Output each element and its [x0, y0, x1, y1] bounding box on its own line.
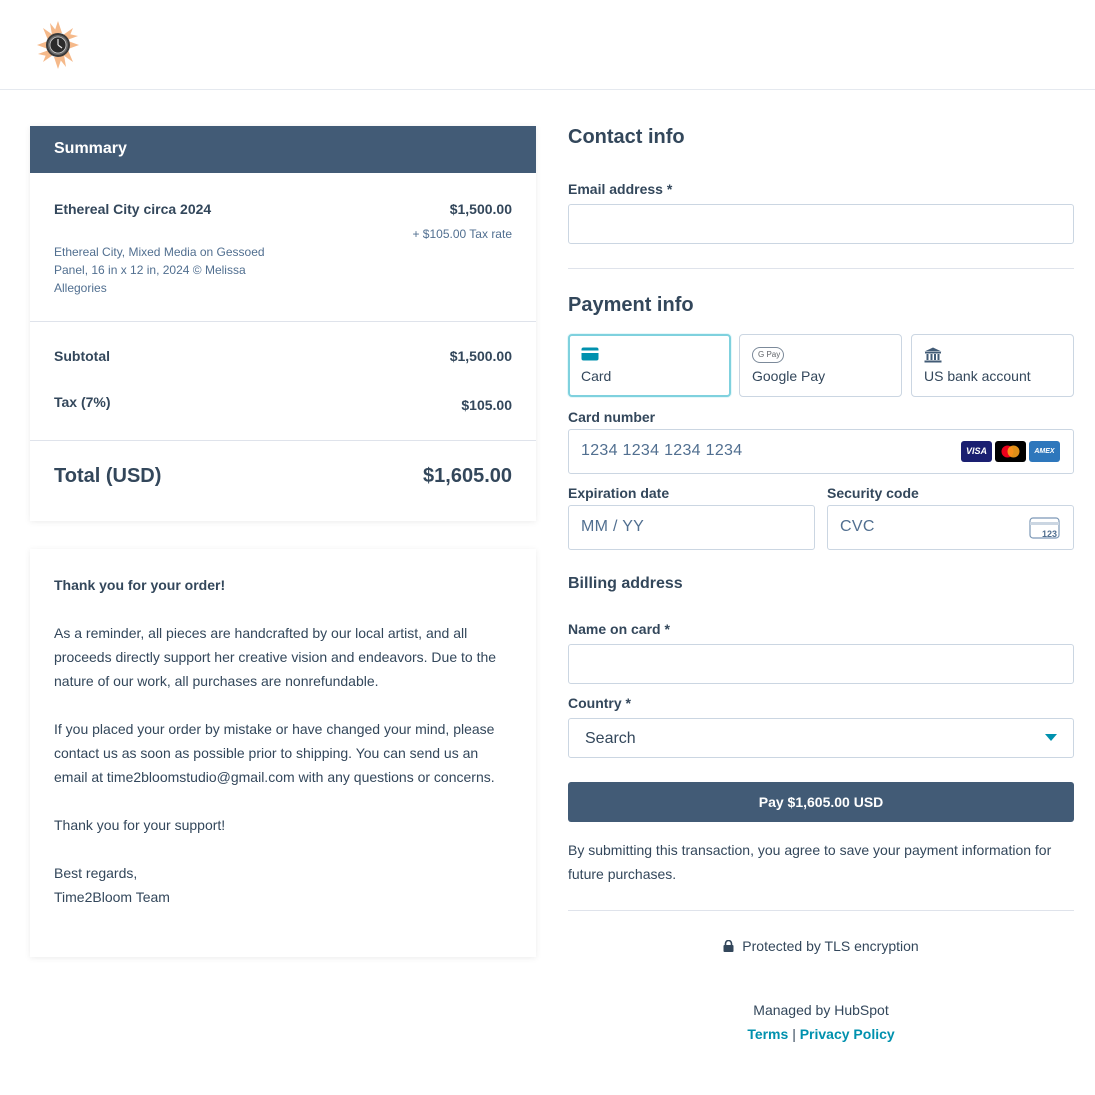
pay-button[interactable]: Pay $1,605.00 USD — [568, 782, 1074, 822]
visa-text: VISA — [965, 446, 987, 456]
message-paragraph: If you placed your order by mistake or have changed your mind, please contact us as soon as possible prior to shipping. You can send us an email at time2bloomstudio@gmail.com with any questions or concerns. — [54, 721, 495, 785]
payment-info-title: Payment info — [568, 294, 694, 316]
expiration-date-label: Expiration date — [568, 485, 670, 501]
country-label: Country * — [568, 695, 631, 711]
tab-us-bank-account[interactable] — [911, 334, 1074, 397]
grand-total — [30, 441, 536, 521]
contact-info-title: Contact info — [568, 126, 685, 148]
footer-links — [568, 1026, 1074, 1042]
card-number-field[interactable] — [568, 429, 1074, 474]
tab-card[interactable] — [568, 334, 731, 397]
expiration-date-placeholder: MM / YY — [581, 518, 645, 535]
security-code-placeholder: CVC — [840, 518, 875, 535]
total-label: Total (USD) — [54, 465, 162, 487]
amex-text: AMEX — [1034, 448, 1055, 455]
item-description: Ethereal City, Mixed Media on Gessoed Panel, 16 in x 12 in, 2024 © Melissa Allegories — [54, 245, 265, 295]
summary-header: Summary — [30, 126, 536, 173]
message-signoff — [54, 861, 512, 909]
tab-us-bank-account-label: US bank account — [924, 368, 1031, 384]
card-number-label: Card number — [568, 409, 656, 425]
order-summary-card — [30, 126, 536, 521]
mastercard-icon — [995, 441, 1026, 462]
tab-google-pay-label: Google Pay — [752, 368, 826, 384]
managed-by-text: Managed by HubSpot — [753, 1002, 889, 1018]
signoff-text: Best regards, — [54, 865, 138, 881]
subtotal-value: $1,500.00 — [449, 348, 512, 364]
cvc-icon-text: 123 — [1042, 529, 1058, 539]
tab-card-label: Card — [581, 368, 612, 384]
visa-icon — [961, 441, 992, 462]
name-on-card-label: Name on card * — [568, 621, 670, 637]
google-pay-badge-text: G Pay — [758, 350, 781, 359]
country-select[interactable] — [568, 718, 1074, 758]
section-divider — [568, 268, 1074, 269]
email-field[interactable] — [568, 204, 1074, 244]
message-paragraph: Thank you for your support! — [54, 817, 226, 833]
team-name: Time2Bloom Team — [54, 889, 170, 905]
expiration-date-field[interactable] — [568, 505, 815, 550]
security-code-field[interactable] — [827, 505, 1074, 550]
message-heading: Thank you for your order! — [54, 577, 226, 593]
credit-card-icon — [581, 347, 599, 361]
tls-notice — [568, 938, 1074, 954]
tax-value: $105.00 — [461, 397, 512, 413]
section-divider — [568, 910, 1074, 911]
total-value: $1,605.00 — [423, 465, 512, 487]
privacy-policy-link[interactable]: Privacy Policy — [799, 1026, 895, 1042]
tab-google-pay[interactable] — [739, 334, 902, 397]
security-code-label: Security code — [827, 485, 919, 501]
item-name: Ethereal City circa 2024 — [54, 201, 212, 217]
card-number-placeholder: 1234 1234 1234 1234 — [581, 442, 743, 459]
totals-section — [30, 322, 536, 441]
email-label: Email address * — [568, 181, 673, 197]
caret-down-icon — [1045, 734, 1057, 742]
line-item — [30, 173, 536, 322]
consent-text: By submitting this transaction, you agree to save your payment information for future purchases. — [568, 842, 1052, 882]
amex-icon — [1029, 441, 1060, 462]
message-paragraph: As a reminder, all pieces are handcrafted by our local artist, and all proceeds directly support her creative vision and endeavors. Due to the nature of our work, all purchases are nonrefundable. — [54, 625, 497, 689]
item-price: $1,500.00 — [449, 201, 512, 217]
sunflower-clock-logo[interactable] — [36, 20, 80, 70]
top-bar — [0, 0, 1095, 90]
lock-icon — [723, 940, 734, 952]
terms-link[interactable]: Terms — [747, 1026, 789, 1042]
link-separator: | — [792, 1026, 796, 1042]
tax-label: Tax (7%) — [54, 394, 111, 410]
name-on-card-field[interactable] — [568, 644, 1074, 684]
billing-address-title: Billing address — [568, 575, 683, 592]
country-select-value: Search — [585, 730, 636, 747]
subtotal-label: Subtotal — [54, 348, 110, 364]
tls-text: Protected by TLS encryption — [742, 938, 919, 954]
item-tax-note: + $105.00 Tax rate — [412, 227, 512, 241]
bank-icon — [924, 347, 942, 363]
thank-you-message-card — [30, 549, 536, 957]
